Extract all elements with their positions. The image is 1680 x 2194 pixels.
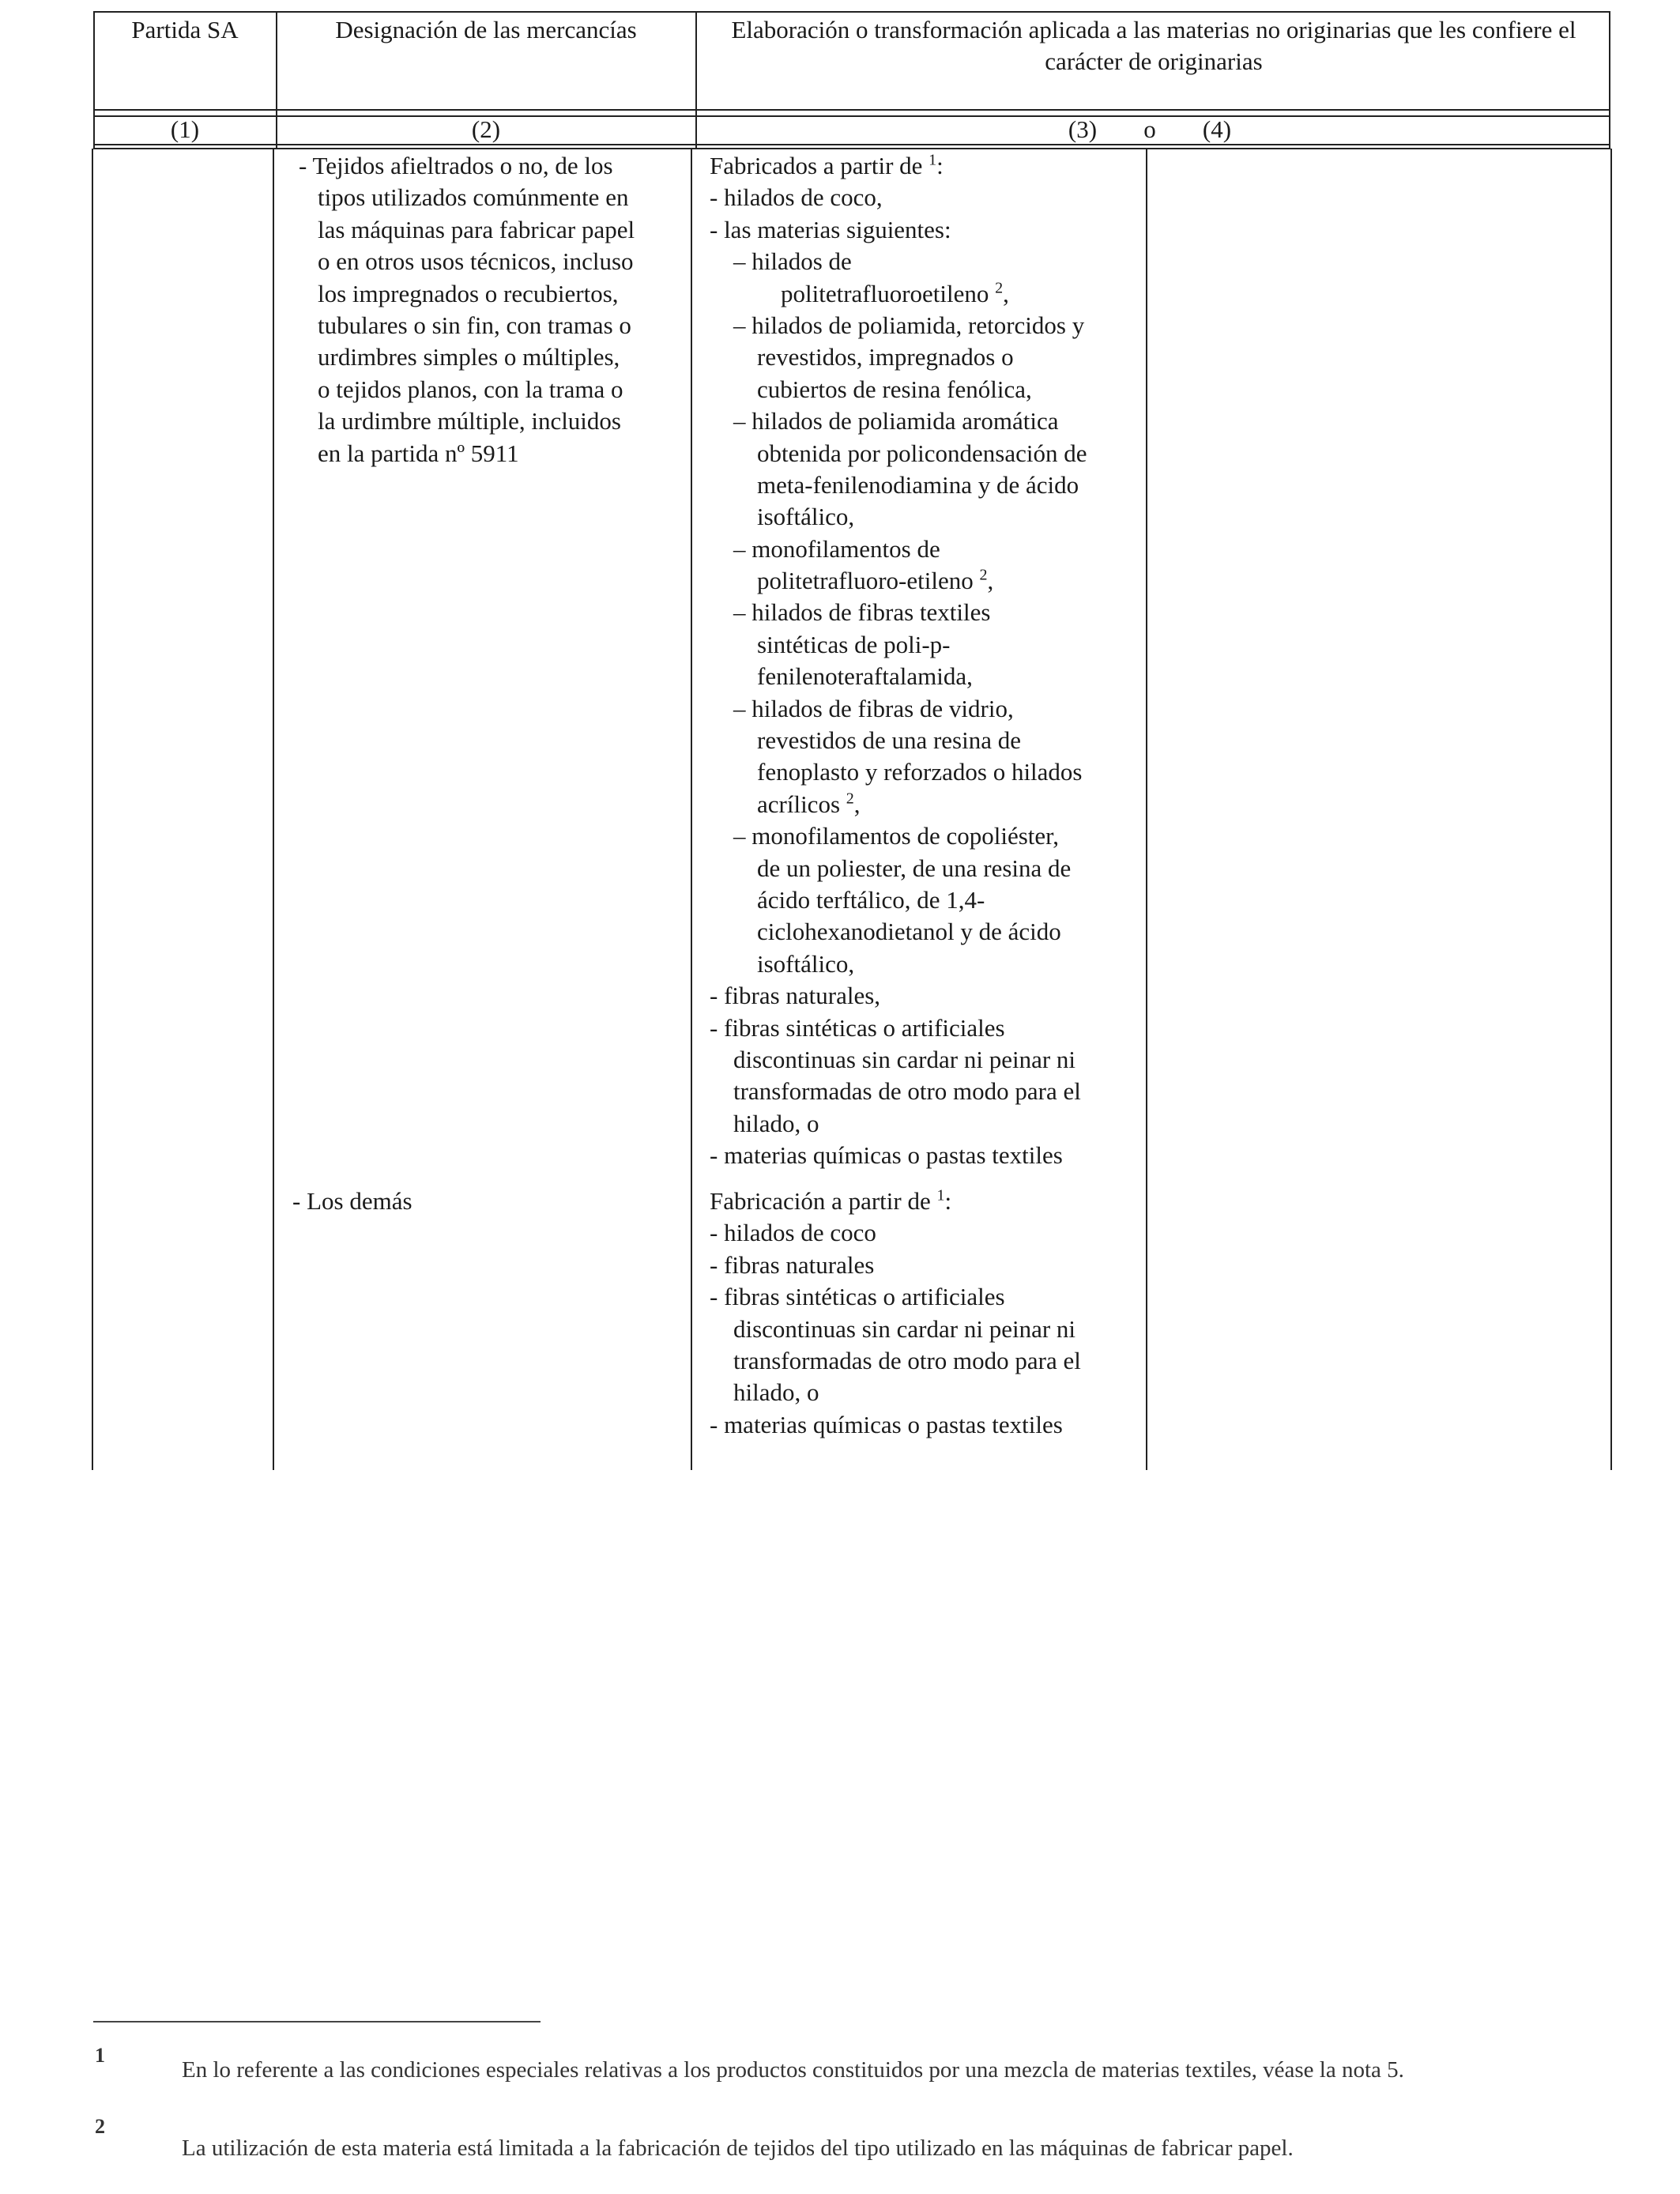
elaboracion-line-punct: , bbox=[853, 790, 861, 818]
elaboracion-line-text: - hilados de coco, bbox=[710, 183, 883, 212]
elaboracion-line bbox=[710, 820, 1087, 852]
elaboracion-line bbox=[710, 1186, 1081, 1217]
elaboracion-line-text: - materias químicas o pastas textiles bbox=[710, 1141, 1063, 1170]
numbers-bottom-border bbox=[93, 144, 1610, 145]
elaboracion-line-text: discontinuas sin cardar ni peinar ni bbox=[733, 1045, 1076, 1073]
elaboracion-line-text: fenilenoteraftalamida, bbox=[757, 662, 973, 691]
footnote-separator bbox=[93, 2021, 541, 2022]
elaboracion-line-text: transformadas de otro modo para el bbox=[733, 1346, 1081, 1374]
elaboracion-line bbox=[710, 501, 1087, 533]
designacion-line: urdimbres simples o múltiples, bbox=[318, 343, 620, 371]
elaboracion-line-text: – monofilamentos de copoliéster, bbox=[733, 822, 1059, 850]
elaboracion-line-text: ácido terftálico, de 1,4- bbox=[757, 885, 985, 914]
elaboracion-line bbox=[710, 789, 1087, 820]
elaboracion-line bbox=[710, 1044, 1087, 1076]
elaboracion-line bbox=[710, 1012, 1087, 1044]
elaboracion-line bbox=[710, 1409, 1081, 1441]
elaboracion-line-text: obtenida por policondensación de bbox=[757, 439, 1087, 467]
elaboracion-line bbox=[710, 980, 1087, 1012]
elaboracion-line bbox=[710, 661, 1087, 692]
elaboracion-line-text: acrílicos bbox=[757, 790, 846, 818]
elaboracion-line-text: - fibras sintéticas o artificiales bbox=[710, 1283, 1005, 1311]
elaboracion-line bbox=[710, 150, 1087, 182]
elaboracion-cell-los-demas bbox=[710, 1186, 1081, 1441]
elaboracion-line bbox=[710, 1377, 1081, 1408]
elaboracion-line bbox=[710, 884, 1087, 916]
elaboracion-line-text: – monofilamentos de bbox=[733, 534, 940, 563]
body-border-left bbox=[92, 149, 93, 1470]
elaboracion-line-punct: , bbox=[1003, 279, 1009, 307]
elaboracion-line-punct: : bbox=[936, 152, 944, 179]
designacion-cell-los-demas bbox=[292, 1186, 412, 1217]
elaboracion-line-text: - fibras naturales bbox=[710, 1250, 875, 1279]
elaboracion-line-text: cubiertos de resina fenólica, bbox=[757, 375, 1032, 403]
header-designacion: Designación de las mercancías bbox=[335, 16, 637, 43]
elaboracion-line bbox=[710, 1217, 1081, 1249]
elaboracion-line-text: - materias químicas o pastas textiles bbox=[710, 1410, 1063, 1438]
elaboracion-line-text: revestidos de una resina de bbox=[757, 726, 1021, 755]
body-border-right bbox=[1610, 149, 1612, 1470]
footnote-reference: 2 bbox=[979, 566, 988, 584]
elaboracion-line bbox=[710, 246, 1087, 277]
designacion-line: en la partida nº 5911 bbox=[318, 439, 519, 467]
elaboracion-line-text: isoftálico, bbox=[757, 503, 855, 531]
elaboracion-line bbox=[710, 469, 1087, 501]
elaboracion-line-text: revestidos, impregnados o bbox=[757, 343, 1014, 371]
elaboracion-line bbox=[710, 1140, 1087, 1171]
designacion-line: tubulares o sin fin, con tramas o bbox=[318, 311, 631, 339]
elaboracion-line-text: Fabricación a partir de bbox=[710, 1187, 937, 1215]
elaboracion-line bbox=[710, 629, 1087, 661]
elaboracion-line bbox=[710, 1345, 1081, 1377]
header-border-right bbox=[1609, 11, 1610, 149]
elaboracion-line bbox=[710, 1076, 1087, 1107]
footnote-reference: 1 bbox=[929, 151, 937, 169]
header-elaboracion: Elaboración o transformación aplicada a las materias no originarias que les confiere el carácter de originarias bbox=[731, 16, 1576, 75]
elaboracion-line-text: - fibras naturales, bbox=[710, 982, 881, 1010]
elaboracion-line bbox=[710, 756, 1087, 788]
elaboracion-line bbox=[710, 1250, 1081, 1281]
elaboracion-line-punct: , bbox=[987, 567, 994, 595]
elaboracion-line-text: fenoplasto y reforzados o hilados bbox=[757, 758, 1083, 786]
column-number-3: (3) bbox=[1068, 115, 1098, 143]
numbers-bottom-border-2 bbox=[93, 148, 1610, 149]
column-number-4: (4) bbox=[1202, 115, 1232, 143]
elaboracion-line bbox=[710, 597, 1087, 628]
elaboracion-line bbox=[710, 1281, 1081, 1313]
elaboracion-line bbox=[710, 1314, 1081, 1345]
footnote-text-1: En lo referente a las condiciones especiales relativas a los productos constituidos por una mezcla de materias textiles, véase la nota 5. bbox=[182, 2057, 1404, 2083]
footnote-number-2: 2 bbox=[95, 2115, 105, 2138]
elaboracion-line-text: transformadas de otro modo para el bbox=[733, 1077, 1081, 1106]
elaboracion-line bbox=[710, 1108, 1087, 1140]
elaboracion-line bbox=[710, 214, 1087, 246]
elaboracion-line-text: de un poliester, de una resina de bbox=[757, 854, 1072, 882]
elaboracion-line-text: – hilados de fibras textiles bbox=[733, 598, 991, 627]
elaboracion-line-text: isoftálico, bbox=[757, 949, 855, 978]
body-divider-2 bbox=[691, 149, 692, 1470]
designacion-line: o tejidos planos, con la trama o bbox=[318, 375, 623, 403]
elaboracion-line bbox=[710, 405, 1087, 437]
footnote-reference: 2 bbox=[995, 279, 1004, 297]
body-divider-1 bbox=[273, 149, 274, 1470]
elaboracion-line bbox=[710, 278, 1087, 310]
designacion-line: los impregnados o recubiertos, bbox=[318, 279, 619, 307]
footnote-text-2: La utilización de esta materia está limitada a la fabricación de tejidos del tipo utilizado en las máquinas de fabricar papel. bbox=[182, 2136, 1294, 2161]
elaboracion-line-text: politetrafluoro-etileno bbox=[757, 567, 980, 595]
elaboracion-line-text: – hilados de poliamida, retorcidos y bbox=[733, 311, 1085, 339]
elaboracion-line bbox=[710, 438, 1087, 469]
header-divider-2 bbox=[695, 11, 697, 149]
elaboracion-line bbox=[710, 533, 1087, 565]
column-number-2: (2) bbox=[471, 115, 501, 143]
elaboracion-line-text: - fibras sintéticas o artificiales bbox=[710, 1013, 1005, 1042]
body-divider-3 bbox=[1146, 149, 1147, 1470]
elaboracion-line bbox=[710, 725, 1087, 756]
designacion-line: - Tejidos afieltrados o no, de los bbox=[299, 152, 613, 179]
elaboracion-line-text: politetrafluoroetileno bbox=[781, 279, 996, 307]
elaboracion-line-text: Fabricados a partir de bbox=[710, 152, 929, 179]
elaboracion-line-text: ciclohexanodietanol y de ácido bbox=[757, 918, 1061, 946]
elaboracion-line bbox=[710, 182, 1087, 213]
elaboracion-line-punct: : bbox=[944, 1187, 952, 1215]
elaboracion-line bbox=[710, 853, 1087, 884]
designacion-line: tipos utilizados comúnmente en bbox=[318, 183, 629, 212]
column-number-or: o bbox=[1143, 115, 1156, 143]
elaboracion-line-text: meta-fenilenodiamina y de ácido bbox=[757, 470, 1079, 499]
designacion-line: las máquinas para fabricar papel bbox=[318, 215, 635, 243]
elaboracion-line bbox=[710, 374, 1087, 405]
elaboracion-line-text: – hilados de fibras de vidrio, bbox=[733, 694, 1014, 722]
header-bottom-border bbox=[93, 109, 1610, 111]
elaboracion-line bbox=[710, 310, 1087, 341]
elaboracion-line-text: - hilados de coco bbox=[710, 1219, 876, 1247]
designacion-line: - Los demás bbox=[292, 1187, 412, 1215]
elaboracion-line-text: hilado, o bbox=[733, 1109, 819, 1137]
header-partida-sa: Partida SA bbox=[131, 16, 239, 43]
table-top-border bbox=[93, 11, 1610, 13]
designacion-line: o en otros usos técnicos, incluso bbox=[318, 247, 634, 276]
elaboracion-line-text: – hilados de bbox=[733, 247, 852, 276]
column-number-1: (1) bbox=[170, 115, 200, 143]
elaboracion-line-text: – hilados de poliamida aromática bbox=[733, 407, 1059, 435]
designacion-line: la urdimbre múltiple, incluidos bbox=[318, 407, 621, 435]
designacion-cell-tejidos bbox=[299, 150, 635, 469]
footnote-reference: 2 bbox=[846, 790, 854, 808]
elaboracion-line bbox=[710, 693, 1087, 725]
footnote-reference: 1 bbox=[936, 1186, 945, 1204]
footnote-number-1: 1 bbox=[95, 2044, 105, 2067]
elaboracion-line bbox=[710, 916, 1087, 948]
elaboracion-line-text: hilado, o bbox=[733, 1378, 819, 1407]
elaboracion-line bbox=[710, 341, 1087, 373]
elaboracion-line bbox=[710, 948, 1087, 980]
elaboracion-line-text: sintéticas de poli-p- bbox=[757, 630, 951, 658]
elaboracion-line bbox=[710, 565, 1087, 597]
elaboracion-cell-tejidos bbox=[710, 150, 1087, 1172]
elaboracion-line-text: - las materias siguientes: bbox=[710, 215, 951, 243]
elaboracion-line-text: discontinuas sin cardar ni peinar ni bbox=[733, 1314, 1076, 1343]
